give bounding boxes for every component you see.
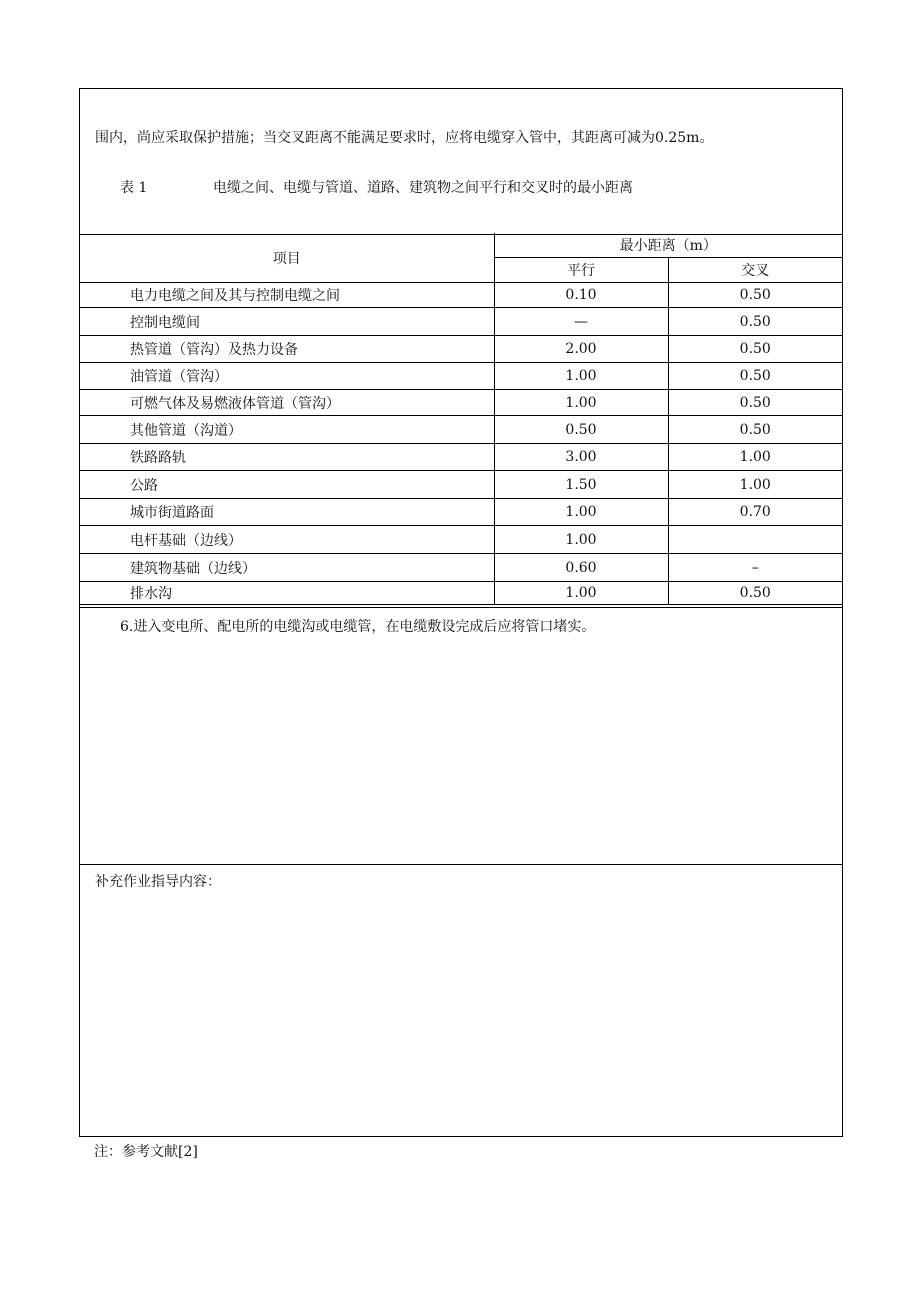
row-cross: – bbox=[668, 554, 842, 582]
row-cross: 0.50 bbox=[668, 363, 842, 390]
table-row bbox=[80, 390, 842, 416]
table-row bbox=[80, 499, 842, 526]
table-row bbox=[80, 582, 842, 605]
table-row bbox=[80, 526, 842, 554]
row-parallel: — bbox=[494, 308, 668, 336]
row-item: 电力电缆之间及其与控制电缆之间 bbox=[80, 283, 494, 308]
header-min-distance: 最小距离（m） bbox=[494, 233, 842, 258]
row-cross: 0.50 bbox=[668, 416, 842, 444]
table-row bbox=[80, 283, 842, 308]
row-item: 其他管道（沟道） bbox=[80, 416, 494, 444]
row-parallel: 2.00 bbox=[494, 336, 668, 363]
row-item: 电杆基础（边线） bbox=[80, 526, 494, 554]
row-cross: 0.50 bbox=[668, 308, 842, 336]
header-item: 项目 bbox=[80, 233, 494, 283]
table-caption-title: 电缆之间、电缆与管道、道路、建筑物之间平行和交叉时的最小距离 bbox=[213, 180, 633, 196]
row-cross: 0.50 bbox=[668, 336, 842, 363]
row-item: 铁路路轨 bbox=[80, 444, 494, 471]
row-parallel: 3.00 bbox=[494, 444, 668, 471]
table-row bbox=[80, 471, 842, 499]
row-parallel: 1.00 bbox=[494, 526, 668, 554]
row-cross: 0.50 bbox=[668, 283, 842, 308]
row-parallel: 1.00 bbox=[494, 499, 668, 526]
table-row bbox=[80, 336, 842, 363]
row-item: 城市街道路面 bbox=[80, 499, 494, 526]
table-caption-label: 表 1 bbox=[120, 180, 148, 196]
document-frame bbox=[79, 88, 843, 1137]
distance-table bbox=[80, 233, 842, 605]
row-parallel: 1.50 bbox=[494, 471, 668, 499]
row-cross: 1.00 bbox=[668, 471, 842, 499]
row-item: 热管道（管沟）及热力设备 bbox=[80, 336, 494, 363]
row-parallel: 1.00 bbox=[494, 582, 668, 605]
row-item: 建筑物基础（边线） bbox=[80, 554, 494, 582]
row-item: 排水沟 bbox=[80, 582, 494, 605]
row-item: 可燃气体及易燃液体管道（管沟） bbox=[80, 390, 494, 416]
intro-section bbox=[80, 89, 842, 235]
row-cross: 0.50 bbox=[668, 390, 842, 416]
row-parallel: 0.50 bbox=[494, 416, 668, 444]
row-cross: 0.70 bbox=[668, 499, 842, 526]
header-parallel: 平行 bbox=[494, 258, 668, 283]
note-paragraph: 6.进入变电所、配电所的电缆沟或电缆管，在电缆敷设完成后应将管口堵实。 bbox=[120, 619, 596, 635]
supplement-label: 补充作业指导内容： bbox=[95, 874, 221, 890]
table-row bbox=[80, 363, 842, 390]
row-item: 控制电缆间 bbox=[80, 308, 494, 336]
row-cross bbox=[668, 526, 842, 554]
row-parallel: 0.60 bbox=[494, 554, 668, 582]
row-item: 油管道（管沟） bbox=[80, 363, 494, 390]
intro-paragraph: 围内，尚应采取保护措施；当交叉距离不能满足要求时，应将电缆穿入管中，其距离可减为0.25m。 bbox=[95, 130, 714, 146]
row-item: 公路 bbox=[80, 471, 494, 499]
row-parallel: 0.10 bbox=[494, 283, 668, 308]
row-cross: 0.50 bbox=[668, 582, 842, 605]
row-parallel: 1.00 bbox=[494, 390, 668, 416]
footnote: 注：参考文献[2] bbox=[94, 1144, 198, 1160]
row-parallel: 1.00 bbox=[494, 363, 668, 390]
table-row bbox=[80, 444, 842, 471]
table-row bbox=[80, 416, 842, 444]
header-cross: 交叉 bbox=[668, 258, 842, 283]
table-row bbox=[80, 554, 842, 582]
row-cross: 1.00 bbox=[668, 444, 842, 471]
table-row bbox=[80, 308, 842, 336]
note-section bbox=[80, 607, 842, 865]
